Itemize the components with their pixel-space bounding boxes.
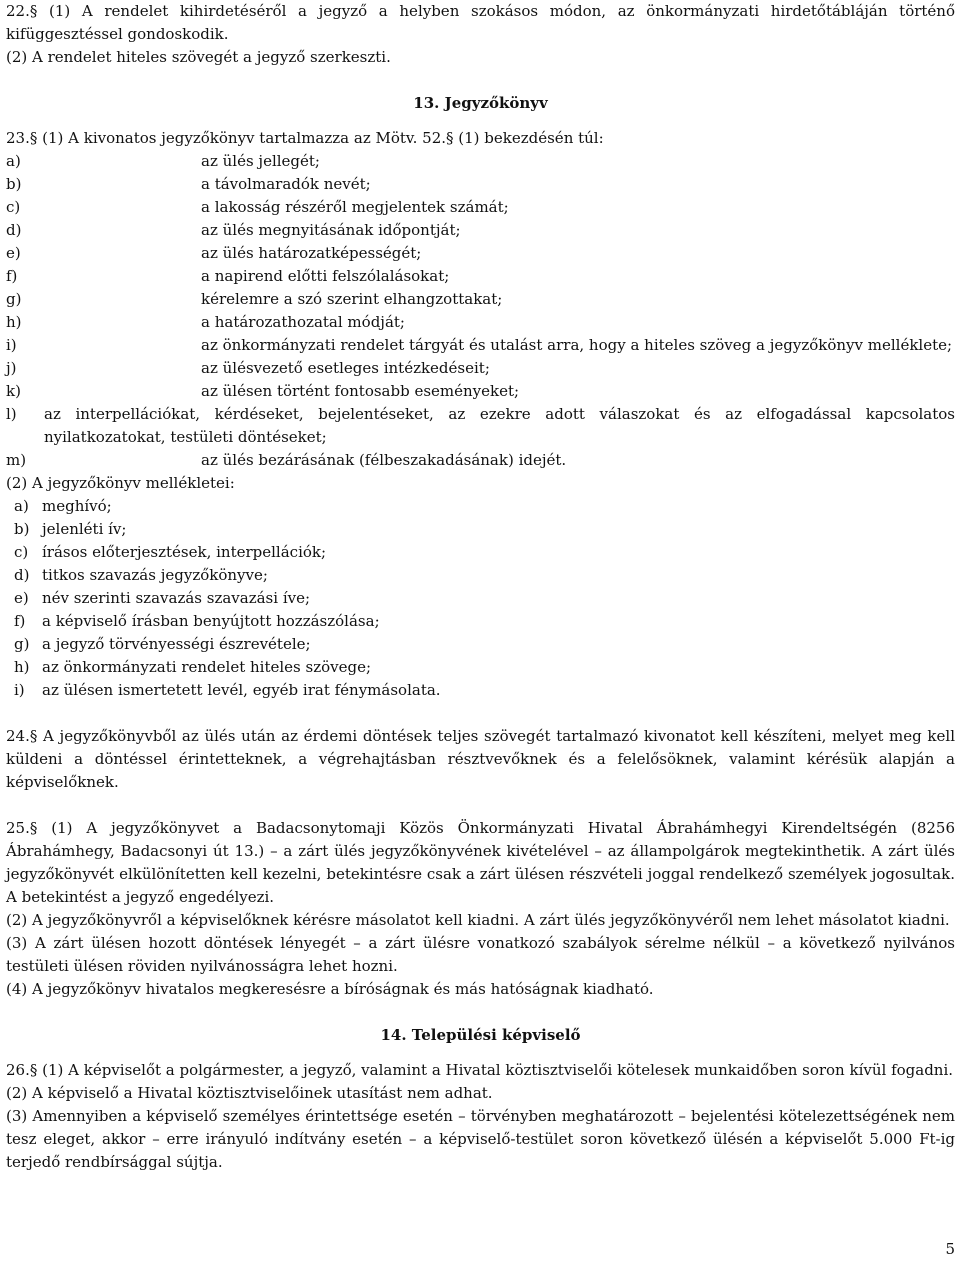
section-26-paragraph-1: 26.§ (1) A képviselőt a polgármester, a jegyző, valamint a Hivatal köztisztviselői kötelesek munkaidőben soron kívül fogadni. <box>6 1061 954 1079</box>
section-23-list <box>6 150 955 403</box>
heading-13: 13. Jegyzőkönyv <box>413 94 548 112</box>
section-24: 24.§ A jegyzőkönyvből az ülés után az érdemi döntések teljes szövegét tartalmazó kivonatot kell készíteni, melyet meg kell küldeni a döntéssel érintetteknek, a végrehajtásban résztvevőknek és a felelősöknek, valamint kérésük alapján a képviselőknek. <box>6 727 955 791</box>
list-item <box>6 196 955 219</box>
attachments-list <box>6 495 955 702</box>
section-26-paragraph-3: (3) Amennyiben a képviselő személyes érintettsége esetén – törvényben meghatározott – bejelentési kötelezettségének nem tesz eleget, akkor – erre irányuló indítvány esetén – a képviselő-testület soron következő ülésén a képviselőt 5.000 Ft-ig terjedő rendbírsággal sújtja. <box>6 1107 955 1171</box>
list-item-label: b) <box>6 175 22 193</box>
list-item <box>6 656 955 679</box>
list-item <box>6 541 955 564</box>
section-25-paragraph-2: (2) A jegyzőkönyvről a képviselőknek kérésre másolatot kell kiadni. A zárt ülés jegyzőkönyvéről nem lehet másolatot kiadni. <box>6 911 950 929</box>
list-item-text: írásos előterjesztések, interpellációk; <box>42 543 327 561</box>
list-item-text: kérelemre a szó szerint elhangzottakat; <box>201 290 503 308</box>
list-item-label: k) <box>6 382 21 400</box>
list-item: m) az ülés bezárásának (félbeszakadásának) idejét. <box>6 451 567 469</box>
list-item-label: b) <box>14 520 30 538</box>
list-item <box>6 564 955 587</box>
list-item-label: e) <box>6 244 21 262</box>
list-item-text: az ülés határozatképességét; <box>201 244 422 262</box>
list-item-label: j) <box>6 359 17 377</box>
heading-14: 14. Települési képviselő <box>380 1026 581 1044</box>
section-25-paragraph-4: (4) A jegyzőkönyv hivatalos megkeresésre a bíróságnak és más hatóságnak kiadható. <box>6 980 654 998</box>
list-item <box>6 587 955 610</box>
list-item-text: az ülés megnyitásának időpontját; <box>201 221 461 239</box>
list-item <box>6 288 955 311</box>
list-item-text: az ülésen ismertetett levél, egyéb irat fénymásolata. <box>42 681 441 699</box>
list-item-text: a jegyző törvényességi észrevétele; <box>42 635 311 653</box>
list-item-text: a napirend előtti felszólalásokat; <box>201 267 450 285</box>
list-item-label: e) <box>14 589 29 607</box>
list-item <box>6 219 955 242</box>
list-item-label: d) <box>6 221 22 239</box>
list-item <box>6 334 955 357</box>
list-item <box>6 518 955 541</box>
list-item-text: titkos szavazás jegyzőkönyve; <box>42 566 268 584</box>
list-item <box>6 679 955 702</box>
document-page <box>6 0 955 1174</box>
list-item-text: a lakosság részéről megjelentek számát; <box>201 198 509 216</box>
list-item-label: a) <box>14 497 29 515</box>
list-item <box>6 311 955 334</box>
list-item <box>6 380 955 403</box>
section-22-paragraph-2: (2) A rendelet hiteles szövegét a jegyző szerkeszti. <box>6 48 391 66</box>
list-item-label: c) <box>14 543 29 561</box>
list-item-text: az ülés jellegét; <box>201 152 320 170</box>
list-item <box>6 357 955 380</box>
list-item-text: név szerinti szavazás szavazási íve; <box>42 589 311 607</box>
list-item-text: az ülésen történt fontosabb eseményeket; <box>201 382 520 400</box>
list-item-label: h) <box>14 658 30 676</box>
list-item-label: f) <box>14 612 26 630</box>
list-item <box>6 265 955 288</box>
list-item-label: i) <box>6 336 17 354</box>
section-25-paragraph-1: 25.§ (1) A jegyzőkönyvet a Badacsonytomaji Közös Önkormányzati Hivatal Ábrahámhegyi Kirendeltségén (8256 Ábrahámhegy, Badacsonyi út 13.) – a zárt ülés jegyzőkönyvének kivételével – az állampolgárok megtekinthetik. A zárt ülés jegyzőkönyvét elkülönítetten kell kezelni, betekintésre csak a zárt ülésen részvételi joggal rendelkező személyek jogosultak. A betekintést a jegyző engedélyezi. <box>6 819 955 906</box>
list-item <box>6 633 955 656</box>
section-23-attachments-intro: (2) A jegyzőkönyv mellékletei: <box>6 474 235 492</box>
section-23-intro: 23.§ (1) A kivonatos jegyzőkönyv tartalmazza az Mötv. 52.§ (1) bekezdésén túl: <box>6 129 604 147</box>
list-item <box>6 610 955 633</box>
list-item-text: az ülésvezető esetleges intézkedéseit; <box>201 359 490 377</box>
list-item-text: a képviselő írásban benyújtott hozzászólása; <box>42 612 380 630</box>
list-item-text: a határozathozatal módját; <box>201 313 405 331</box>
list-item-label: f) <box>6 267 18 285</box>
page-number: 5 <box>945 1240 955 1258</box>
section-26-paragraph-2: (2) A képviselő a Hivatal köztisztviselőinek utasítást nem adhat. <box>6 1084 493 1102</box>
list-item-label: a) <box>6 152 21 170</box>
list-item-text: az önkormányzati rendelet hiteles szövege; <box>42 658 372 676</box>
section-22-paragraph-1: 22.§ (1) A rendelet kihirdetéséről a jegyző a helyben szokásos módon, az önkormányzati hirdetőtábláján történő kifüggesztéssel gondoskodik. <box>6 2 955 43</box>
list-item <box>6 242 955 265</box>
list-item-text: a távolmaradók nevét; <box>201 175 371 193</box>
list-item-text: meghívó; <box>42 497 112 515</box>
list-item-label: i) <box>14 681 25 699</box>
list-item-label: h) <box>6 313 22 331</box>
list-item <box>6 173 955 196</box>
section-25-paragraph-3: (3) A zárt ülésen hozott döntések lényegét – a zárt ülésre vonatkozó szabályok sérelme nélkül – a következő nyilvános testületi ülésen röviden nyilvánosságra lehet hozni. <box>6 934 955 975</box>
list-item: l) az interpellációkat, kérdéseket, bejelentéseket, az ezekre adott válaszokat és az elfogadással kapcsolatos nyilatkozatokat, testületi döntéseket; <box>6 405 955 446</box>
list-item-label: g) <box>6 290 22 308</box>
list-item <box>6 495 955 518</box>
list-item-label: d) <box>14 566 30 584</box>
list-item <box>6 150 955 173</box>
list-item-text: az önkormányzati rendelet tárgyát és utalást arra, hogy a hiteles szöveg a jegyzőkönyv melléklete; <box>201 336 953 354</box>
list-item-text: jelenléti ív; <box>42 520 127 538</box>
list-item-label: g) <box>14 635 30 653</box>
list-item-label: c) <box>6 198 21 216</box>
